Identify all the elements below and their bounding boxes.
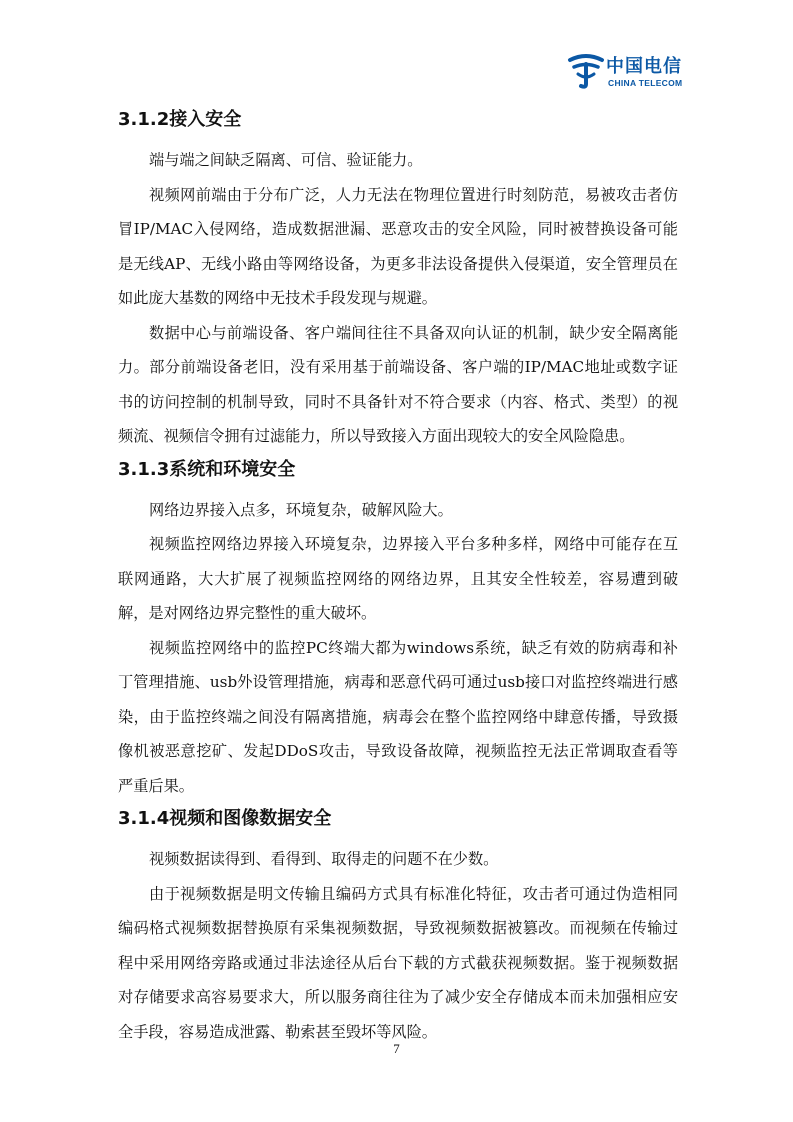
logo-english-text: CHINA TELECOM [608,78,683,88]
china-telecom-emblem-icon [566,50,606,90]
paragraph: 视频监控网络中的监控PC终端大都为windows系统，缺乏有效的防病毒和补丁管理措施、usb外设管理措施，病毒和恶意代码可通过usb接口对监控终端进行感染，由于监控终端之间没有隔离措施，病毒会在整个监控网络中肆意传播，导致摄像机被恶意挖矿、发起DDoS攻击，导致设备故障，视频监控无法正常调取查看等严重后果。 [118,638,678,795]
page-number: 7 [393,1041,400,1056]
paragraph: 视频网前端由于分布广泛，人力无法在物理位置进行时刻防范，易被攻击者仿冒IP/MAC入侵网络，造成数据泄漏、恶意攻击的安全风险，同时被替换设备可能是无线AP、无线小路由等网络设备，为更多非法设备提供入侵渠道，安全管理员在如此庞大基数的网络中无技术手段发现与规避。 [118,185,678,307]
section-heading: 3.1.3系统和环境安全 [118,458,296,480]
paragraph: 网络边界接入点多，环境复杂，破解风险大。 [149,500,453,519]
paragraph: 由于视频数据是明文传输且编码方式具有标准化特征，攻击者可通过伪造相同编码格式视频数据替换原有采集视频数据，导致视频数据被篡改。而视频在传输过程中采用网络旁路或通过非法途径从后台下载的方式截获视频数据。鉴于视频数据对存储要求高容易要求大，所以服务商往往为了减少安全存储成本而未加强相应安全手段，容易造成泄露、勒索甚至毁坏等风险。 [118,884,678,1041]
paragraph: 视频监控网络边界接入环境复杂，边界接入平台多种多样，网络中可能存在互联网通路，大大扩展了视频监控网络的网络边界，且其安全性较差，容易遭到破解，是对网络边界完整性的重大破坏。 [118,535,678,622]
paragraph: 端与端之间缺乏隔离、可信、验证能力。 [149,151,423,169]
section-access-security [118,106,678,454]
section-system-environment-security [118,456,678,804]
section-video-image-data-security [118,805,678,1049]
section-heading: 3.1.2接入安全 [118,109,242,130]
logo-chinese-text: 中国电信 [606,56,682,77]
paragraph: 视频数据读得到、看得到、取得走的问题不在少数。 [149,850,499,868]
china-telecom-logo [566,50,683,95]
document-body [118,106,678,1049]
paragraph: 数据中心与前端设备、客户端间往往不具备双向认证的机制，缺少安全隔离能力。部分前端设备老旧，没有采用基于前端设备、客户端的IP/MAC地址或数字证书的访问控制的机制导致，同时不具备针对不符合要求（内容、格式、类型）的视频流、视频信令拥有过滤能力，所以导致接入方面出现较大的安全风险隐患。 [118,323,678,445]
section-heading: 3.1.4视频和图像数据安全 [118,808,332,829]
